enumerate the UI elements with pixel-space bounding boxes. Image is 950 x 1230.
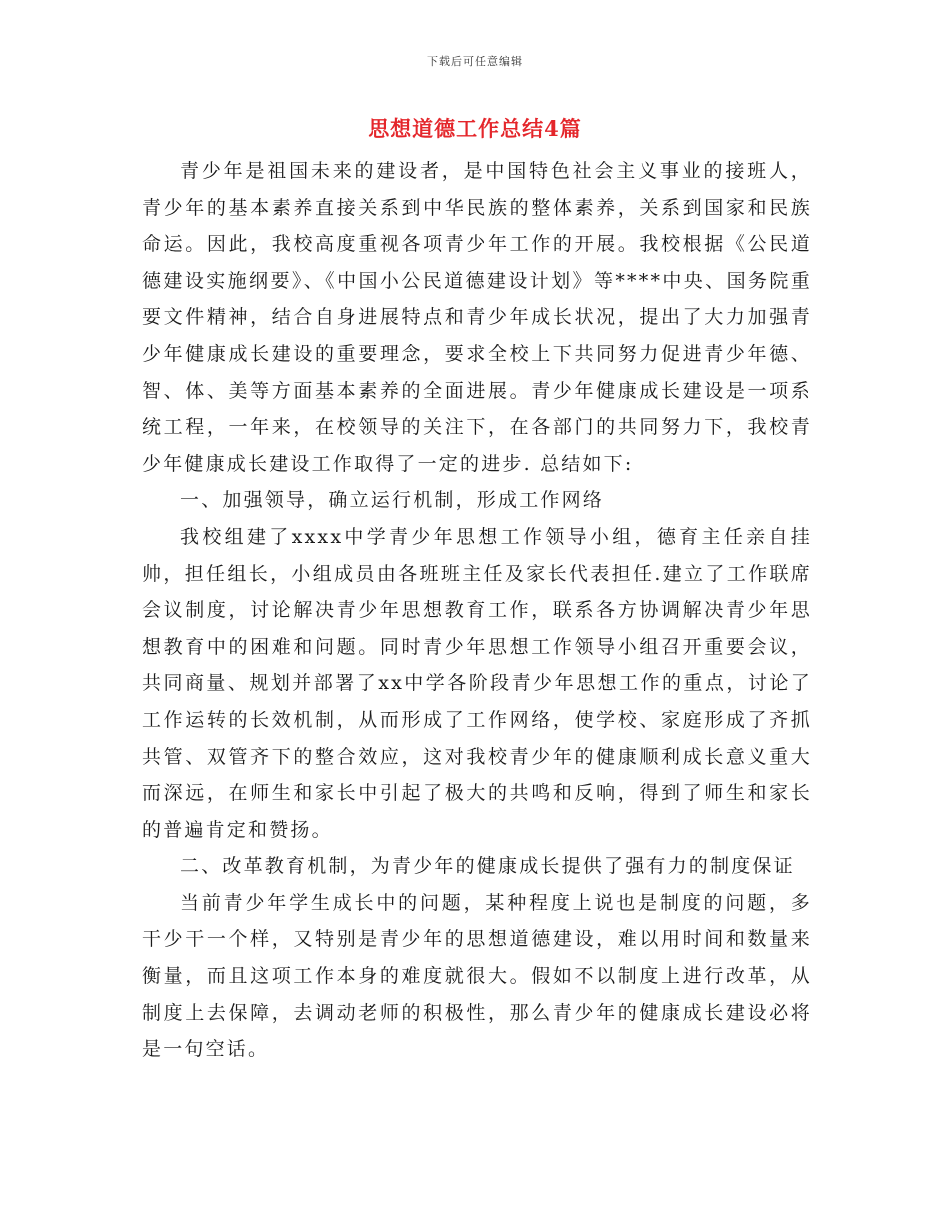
section-heading-1: 一、加强领导，确立运行机制，形成工作网络 <box>180 489 605 512</box>
paragraph-section-1: 我校组建了xxxx中学青少年思想工作领导小组，德育主任亲自挂帅，担任组长，小组成员由各班班主任及家长代表担任.建立了工作联席会议制度，讨论解决青少年思想教育工作，联系各方协调解决青少年思想教育中的困难和问题。同时青少年思想工作领导小组召开重要会议，共同商量、规划并部署了xx中学各阶段青少年思想工作的重点，讨论了工作运转的长效机制，从而形成了工作网络，使学校、家庭形成了齐抓共管、双管齐下的整合效应，这对我校青少年的健康顺利成长意义重大而深远，在师生和家长中引起了极大的共鸣和反响，得到了师生和家长的普遍肯定和赞扬。 <box>142 525 812 841</box>
paragraph-section-2: 当前青少年学生成长中的问题，某种程度上说也是制度的问题，多干少干一个样，又特别是青少年的思想道德建设，难以用时间和数量来衡量，而且这项工作本身的难度就很大。假如不以制度上进行改革，从制度上去保障，去调动老师的积极性，那么青少年的健康成长建设必将是一句空话。 <box>142 891 812 1061</box>
document-body <box>142 153 812 1068</box>
page-header-note: 下载后可任意编辑 <box>427 55 523 68</box>
paragraph-intro: 青少年是祖国未来的建设者，是中国特色社会主义事业的接班人，青少年的基本素养直接关系到中华民族的整体素养，关系到国家和民族命运。因此，我校高度重视各项青少年工作的开展。我校根据《公民道德建设实施纲要》、《中国小公民道德建设计划》等****中央、国务院重要文件精神，结合自身进展特点和青少年成长状况，提出了大力加强青少年健康成长建设的重要理念，要求全校上下共同努力促进青少年德、智、体、美等方面基本素养的全面进展。青少年健康成长建设是一项系统工程，一年来，在校领导的关注下，在各部门的共同努力下，我校青少年健康成长建设工作取得了一定的进步. 总结如下: <box>142 160 812 475</box>
section-heading-2: 二、改革教育机制，为青少年的健康成长提供了强有力的制度保证 <box>180 855 795 878</box>
document-title: 思想道德工作总结4篇 <box>368 116 582 141</box>
